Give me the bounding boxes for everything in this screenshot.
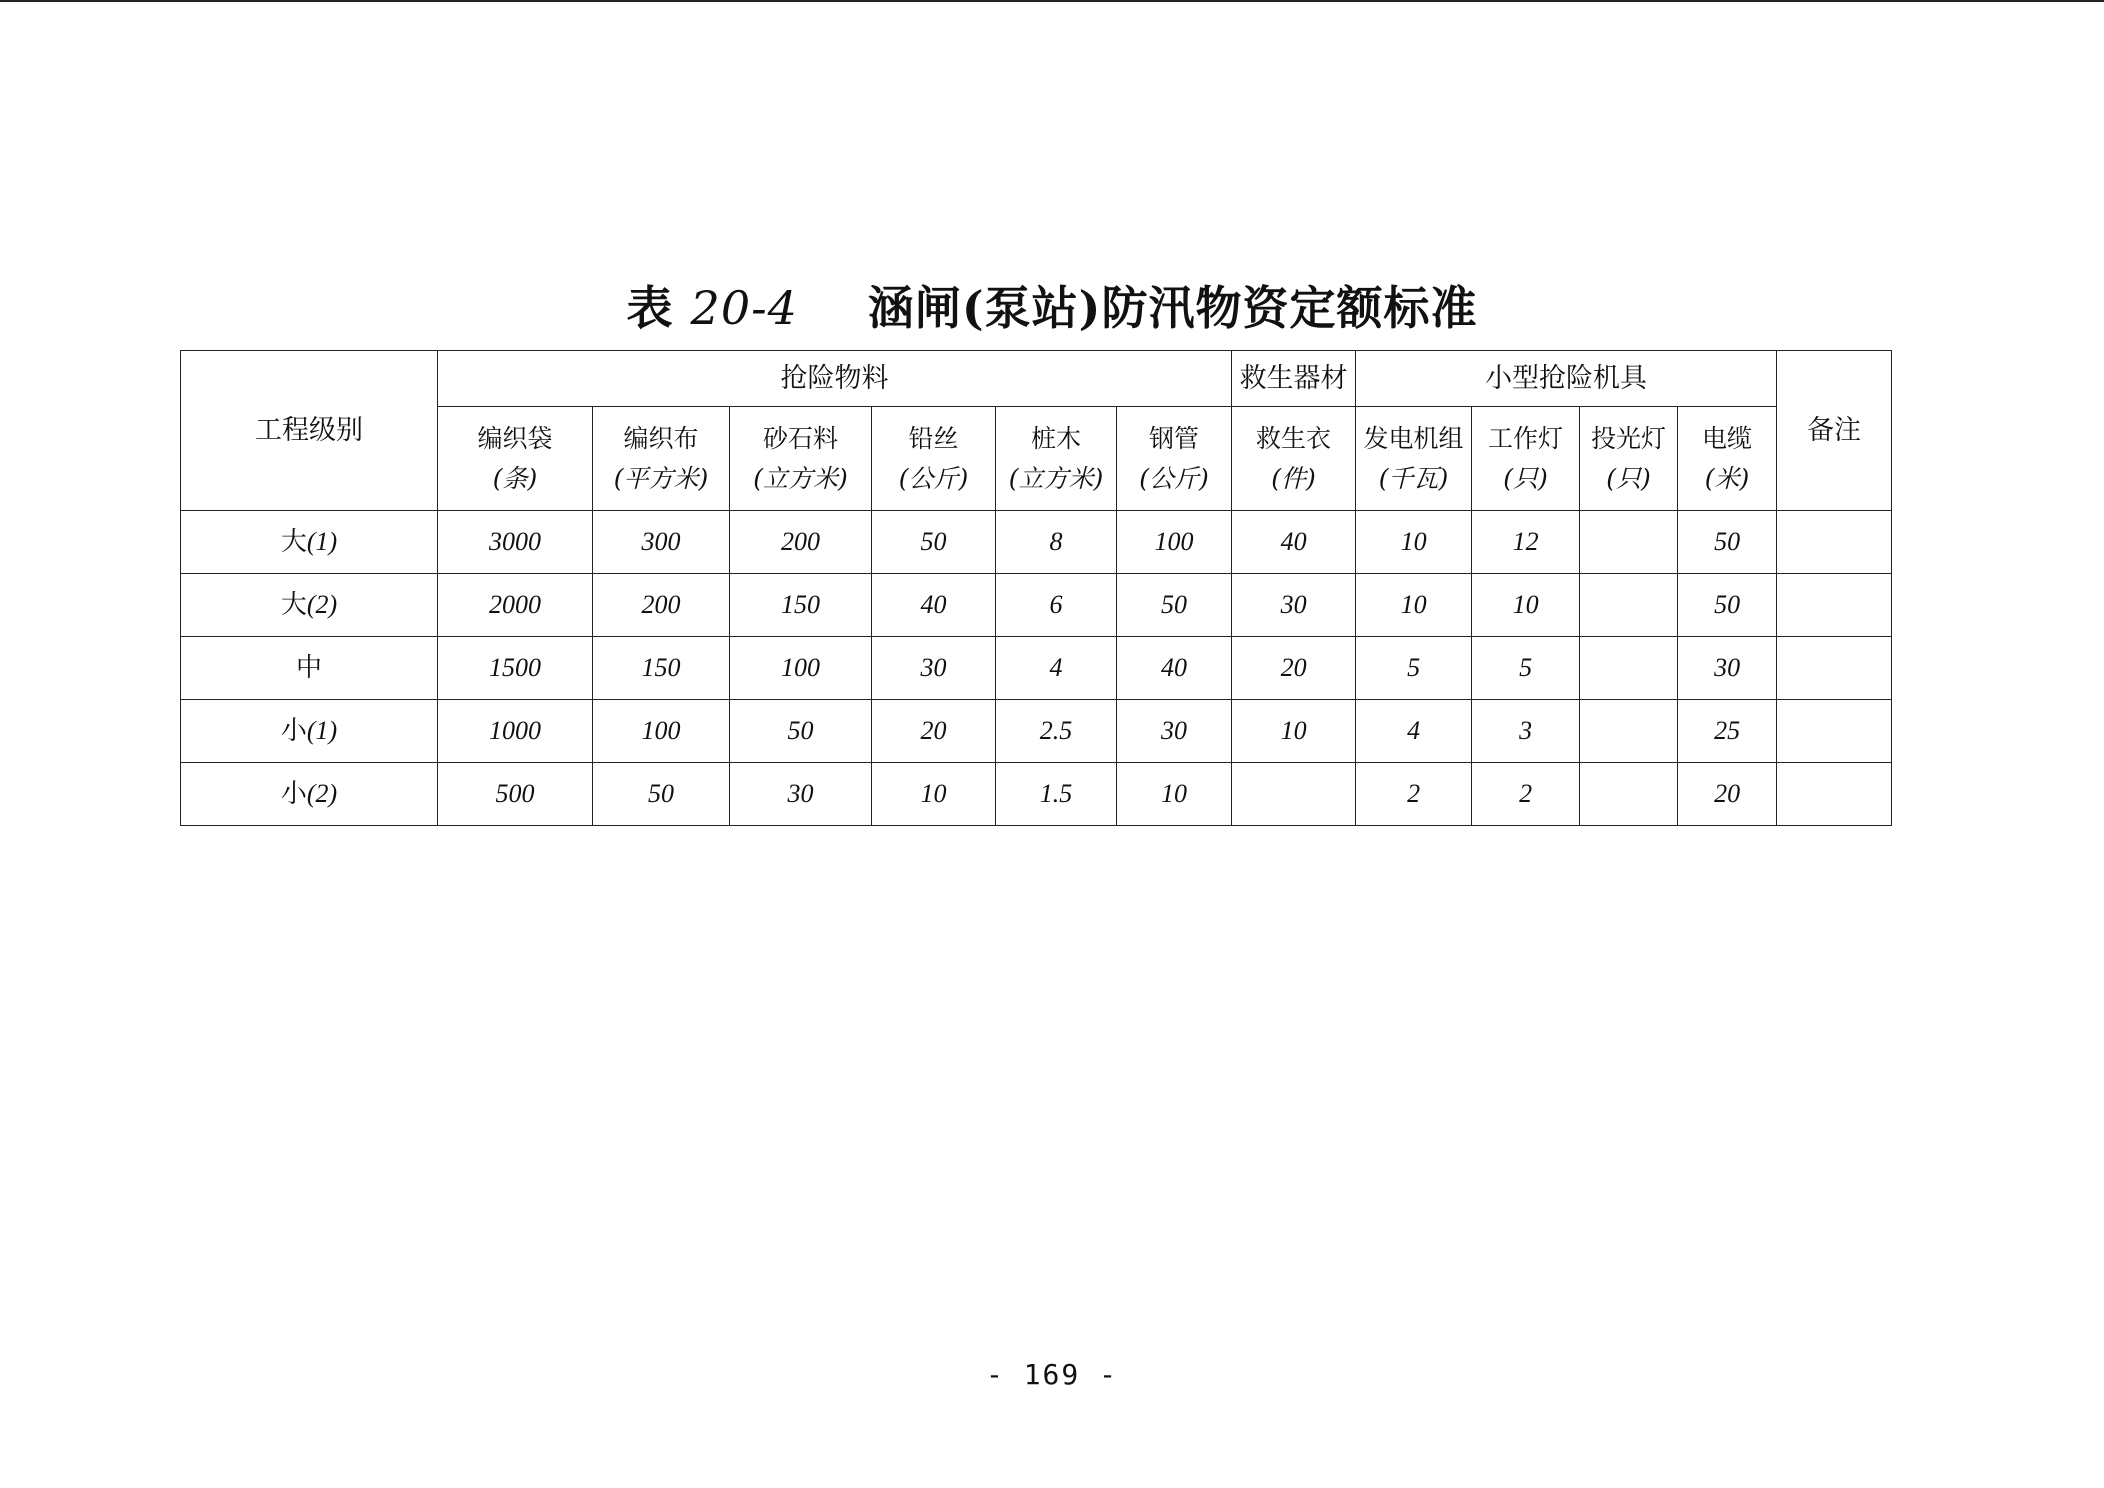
column-unit: (立方米)	[753, 463, 848, 493]
grade-suffix: (1)	[306, 527, 338, 556]
column-unit: (公斤)	[898, 463, 969, 493]
grade-label: 小	[280, 716, 307, 746]
value-cell: 40	[872, 574, 996, 637]
column-unit: (千瓦)	[1378, 463, 1449, 493]
column-header	[1232, 407, 1356, 511]
value-cell: 40	[1117, 637, 1232, 700]
column-header	[1472, 407, 1580, 511]
column-header-row	[181, 407, 1892, 511]
remark-cell	[1777, 637, 1892, 700]
value-cell: 5	[1472, 637, 1580, 700]
column-name: 工作灯	[1488, 423, 1564, 453]
grade-header: 工程级别	[181, 351, 438, 511]
remark-cell	[1777, 574, 1892, 637]
column-unit: (只)	[1606, 463, 1651, 493]
grade-cell	[181, 763, 438, 826]
column-header	[1117, 407, 1232, 511]
value-cell: 5	[1356, 637, 1472, 700]
value-cell	[1580, 574, 1678, 637]
column-name: 钢管	[1149, 423, 1200, 453]
table-row	[181, 763, 1892, 826]
column-name: 桩木	[1030, 423, 1081, 453]
value-cell: 150	[730, 574, 872, 637]
table-title	[0, 272, 2104, 338]
value-cell	[1580, 700, 1678, 763]
grade-cell	[181, 574, 438, 637]
value-cell	[1580, 511, 1678, 574]
column-header	[438, 407, 593, 511]
value-cell: 100	[1117, 511, 1232, 574]
value-cell: 10	[1356, 574, 1472, 637]
value-cell: 4	[1356, 700, 1472, 763]
grade-cell	[181, 511, 438, 574]
grade-label: 中	[295, 653, 322, 683]
value-cell: 10	[872, 763, 996, 826]
value-cell: 50	[1678, 511, 1777, 574]
column-unit: (件)	[1271, 463, 1316, 493]
page-number: - 169 -	[985, 1358, 1118, 1391]
group-materials-header: 抢险物料	[438, 351, 1232, 407]
grade-suffix: (2)	[306, 590, 338, 619]
value-cell: 30	[1117, 700, 1232, 763]
value-cell: 30	[872, 637, 996, 700]
grade-suffix: (1)	[306, 716, 338, 745]
page-top-rule	[0, 0, 2104, 2]
value-cell: 20	[1232, 637, 1356, 700]
value-cell: 10	[1232, 700, 1356, 763]
value-cell: 2	[1472, 763, 1580, 826]
grade-cell	[181, 637, 438, 700]
grade-label: 大	[280, 590, 307, 620]
remark-cell	[1777, 700, 1892, 763]
value-cell: 20	[872, 700, 996, 763]
remark-cell	[1777, 763, 1892, 826]
column-name: 砂石料	[762, 423, 838, 453]
value-cell: 12	[1472, 511, 1580, 574]
value-cell: 30	[730, 763, 872, 826]
value-cell: 10	[1472, 574, 1580, 637]
table-row	[181, 637, 1892, 700]
column-name: 投光灯	[1591, 423, 1667, 453]
value-cell: 2	[1356, 763, 1472, 826]
value-cell: 3	[1472, 700, 1580, 763]
value-cell	[1580, 763, 1678, 826]
value-cell: 30	[1232, 574, 1356, 637]
value-cell: 50	[730, 700, 872, 763]
value-cell: 6	[996, 574, 1117, 637]
grade-cell	[181, 700, 438, 763]
grade-label: 大	[280, 527, 307, 557]
value-cell: 2000	[438, 574, 593, 637]
grade-label: 小	[280, 779, 307, 809]
value-cell: 3000	[438, 511, 593, 574]
value-cell: 300	[593, 511, 730, 574]
value-cell: 10	[1356, 511, 1472, 574]
value-cell: 10	[1117, 763, 1232, 826]
title-text: 涵闸(泵站)防汛物资定额标准	[867, 281, 1478, 335]
column-name: 编织袋	[477, 423, 553, 453]
value-cell: 150	[593, 637, 730, 700]
column-name: 救生衣	[1256, 423, 1332, 453]
value-cell: 200	[593, 574, 730, 637]
title-number: 20-4	[690, 281, 798, 335]
value-cell: 200	[730, 511, 872, 574]
column-header	[872, 407, 996, 511]
value-cell: 20	[1678, 763, 1777, 826]
value-cell: 50	[1117, 574, 1232, 637]
value-cell: 40	[1232, 511, 1356, 574]
column-header	[730, 407, 872, 511]
title-prefix: 表	[626, 281, 674, 335]
column-header	[1678, 407, 1777, 511]
column-unit: (立方米)	[1008, 463, 1104, 493]
column-header	[1580, 407, 1678, 511]
value-cell: 1.5	[996, 763, 1117, 826]
value-cell	[1232, 763, 1356, 826]
column-unit: (只)	[1503, 463, 1548, 493]
group-machinery-header: 小型抢险机具	[1356, 351, 1777, 407]
value-cell	[1580, 637, 1678, 700]
column-unit: (平方米)	[613, 463, 709, 493]
table-body	[181, 511, 1892, 826]
column-header	[996, 407, 1117, 511]
column-unit: (公斤)	[1139, 463, 1209, 493]
column-header	[593, 407, 730, 511]
value-cell: 1000	[438, 700, 593, 763]
value-cell: 500	[438, 763, 593, 826]
value-cell: 25	[1678, 700, 1777, 763]
column-unit: (米)	[1704, 463, 1750, 493]
group-rescue-header: 救生器材	[1232, 351, 1356, 407]
value-cell: 100	[730, 637, 872, 700]
table-row	[181, 574, 1892, 637]
column-name: 铅丝	[908, 423, 959, 453]
column-name: 电缆	[1702, 423, 1753, 453]
column-unit: (条)	[492, 463, 538, 493]
column-header	[1356, 407, 1472, 511]
value-cell: 100	[593, 700, 730, 763]
remark-header: 备注	[1777, 351, 1892, 511]
quota-table	[180, 350, 1892, 826]
value-cell: 2.5	[996, 700, 1117, 763]
table-row	[181, 511, 1892, 574]
value-cell: 50	[593, 763, 730, 826]
value-cell: 4	[996, 637, 1117, 700]
value-cell: 50	[1678, 574, 1777, 637]
value-cell: 8	[996, 511, 1117, 574]
remark-cell	[1777, 511, 1892, 574]
value-cell: 30	[1678, 637, 1777, 700]
value-cell: 50	[872, 511, 996, 574]
table-row	[181, 700, 1892, 763]
grade-suffix: (2)	[306, 779, 338, 808]
value-cell: 1500	[438, 637, 593, 700]
column-name: 编织布	[623, 423, 699, 453]
column-name: 发电机组	[1363, 423, 1464, 453]
